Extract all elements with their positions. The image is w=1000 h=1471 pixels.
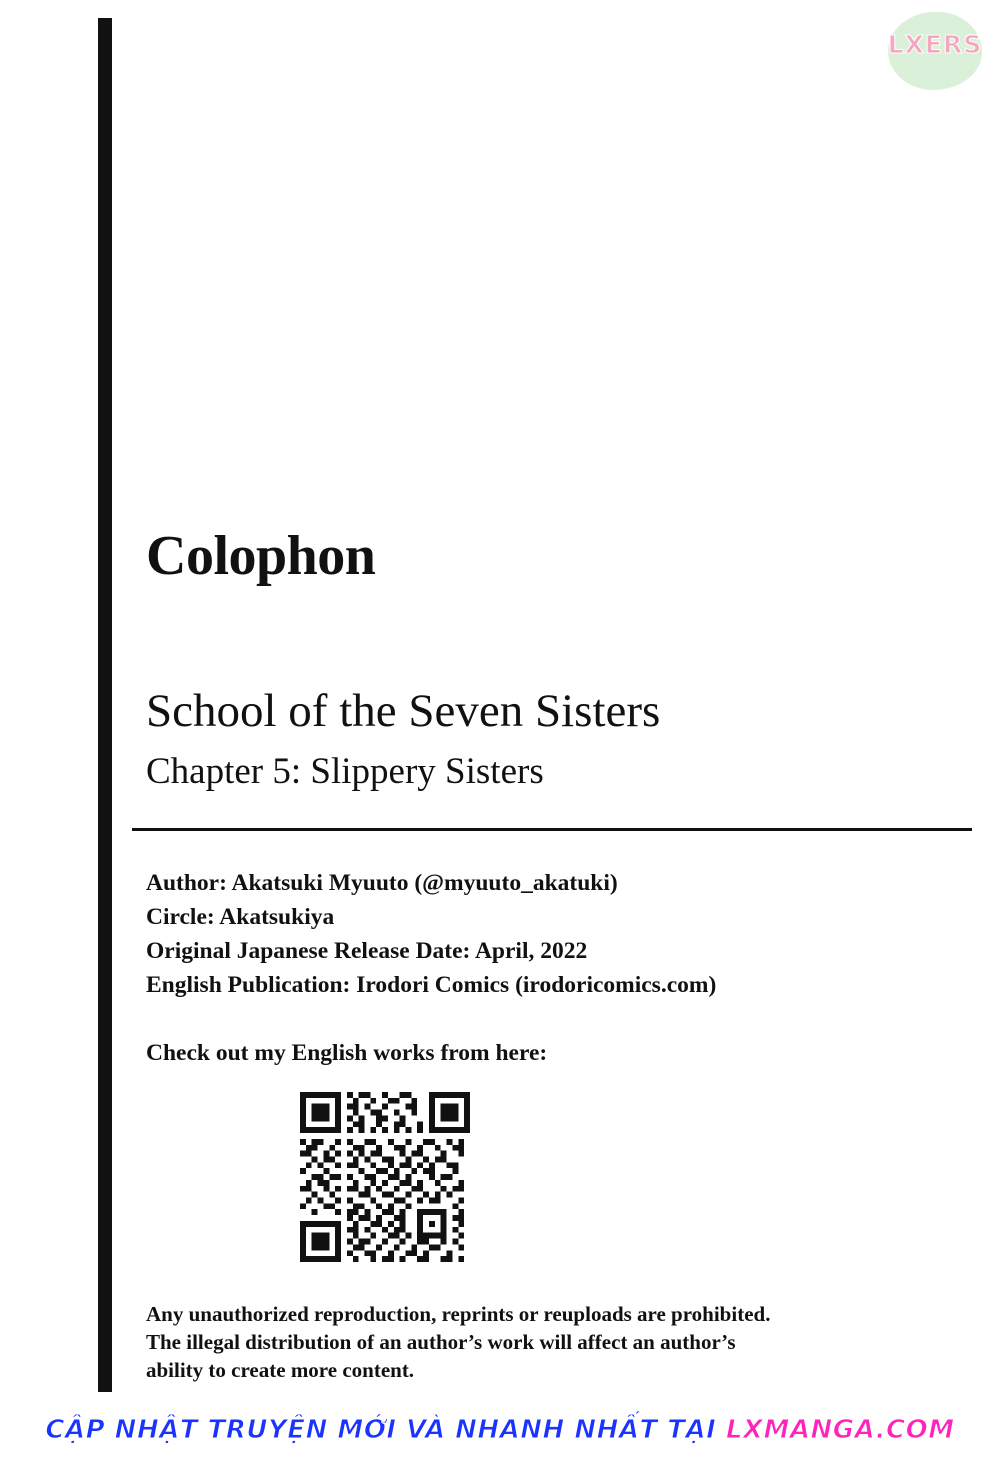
divider: [132, 828, 972, 831]
check-out-label: Check out my English works from here:: [146, 1040, 548, 1066]
legal-line-1: Any unauthorized reproduction, reprints or reuploads are prohibited.: [146, 1302, 771, 1326]
credit-line-author: Author: Akatsuki Myuuto (@myuuto_akatuki): [146, 870, 618, 896]
credit-line-publication: English Publication: Irodori Comics (irodoricomics.com): [146, 972, 717, 998]
left-vertical-bar: [98, 18, 112, 1392]
promo-banner: [0, 1415, 1000, 1445]
promo-banner-site[interactable]: LXMANGA.COM: [725, 1415, 955, 1445]
legal-notice: [146, 1300, 770, 1384]
promo-banner-text: CẬP NHẬT TRUYỆN MỚI VÀ NHANH NHẤT TẠI: [45, 1415, 717, 1445]
watermark-label: LXERS: [887, 30, 983, 59]
credits-block: [146, 866, 716, 1002]
credit-line-release-date: Original Japanese Release Date: April, 2022: [146, 938, 588, 964]
legal-line-3: ability to create more content.: [146, 1358, 415, 1382]
page-title: Colophon: [146, 525, 376, 587]
legal-line-2: The illegal distribution of an author’s work will affect an author’s: [146, 1330, 736, 1354]
site-watermark: [880, 6, 990, 98]
chapter-title: Chapter 5: Slippery Sisters: [146, 751, 544, 792]
work-title: School of the Seven Sisters: [146, 685, 661, 737]
qr-code-icon[interactable]: [296, 1092, 474, 1262]
credit-line-circle: Circle: Akatsukiya: [146, 904, 335, 930]
